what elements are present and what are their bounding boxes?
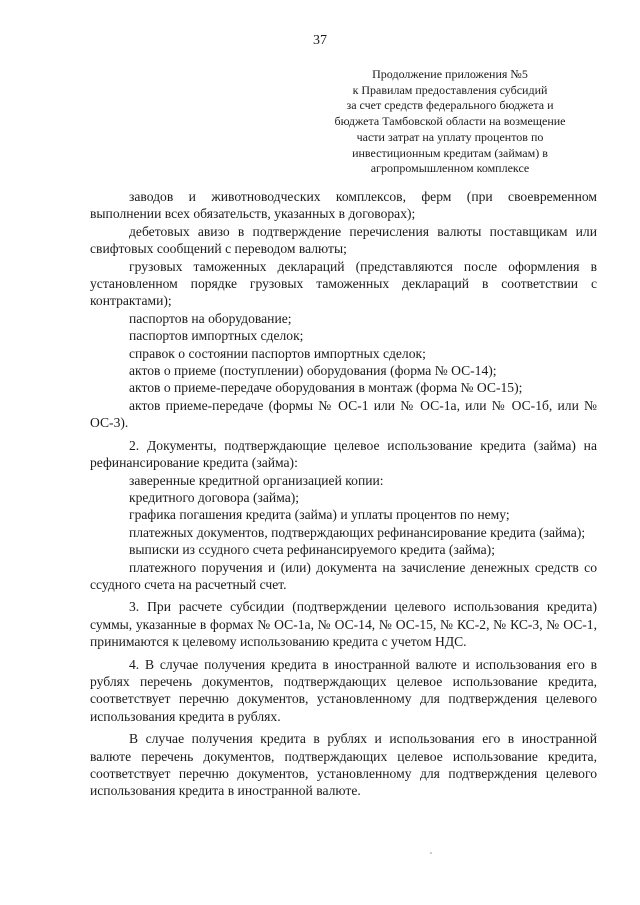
list-item: паспортов на оборудование; <box>129 310 292 326</box>
list-item: актов о приеме-передаче оборудования в монтаж (форма № ОС-15); <box>129 380 523 396</box>
appendix-line: Продолжение приложения №5 <box>372 67 528 81</box>
list-item: платежного поручения и (или) документа на зачисление денежных средств со ссудного счета на расчетный счет. <box>90 559 597 592</box>
page-number: 37 <box>313 33 327 48</box>
list-item: платежных документов, подтверждающих рефинансирование кредита (займа); <box>129 524 586 540</box>
paragraph: заверенные кредитной организацией копии: <box>129 472 384 488</box>
section-4-paragraph: 4. В случае получения кредита в иностранной валюте и использования его в рублях перечень документов, подтверждающих целевое использование кредита, соответствует перечню документов, установленному для подтверждения целевого использования кредита в рублях. <box>90 656 597 724</box>
appendix-line: агропромышленном комплексе <box>370 161 530 176</box>
document-body <box>90 188 597 800</box>
section-2-paragraph: 2. Документы, подтверждающие целевое использование кредита (займа) на рефинансирование кредита (займа): <box>90 437 597 471</box>
list-item: выписки из ссудного счета рефинансируемого кредита (займа); <box>129 542 495 558</box>
list-item: актов приеме-передаче (формы № ОС-1 или № ОС-1а, или № ОС-1б, или № ОС-3). <box>90 397 597 431</box>
list-item: паспортов импортных сделок; <box>129 328 304 344</box>
scan-speck <box>430 852 432 854</box>
appendix-header <box>300 67 600 177</box>
appendix-line: за счет средств федерального бюджета и <box>346 98 554 113</box>
paragraph: В случае получения кредита в рублях и использования его в иностранной валюте перечень документов, подтверждающих целевое использование кредита, соответствует перечню документов, установленному для подтверждения целевого использования кредита в иностранной валюте. <box>90 731 597 799</box>
appendix-line: инвестиционным кредитам (займам) в <box>352 145 548 160</box>
list-item: графика погашения кредита (займа) и уплаты процентов по нему; <box>129 507 510 523</box>
appendix-line: бюджета Тамбовской области на возмещение <box>334 114 566 129</box>
section-3-paragraph: 3. При расчете субсидии (подтверждении целевого использования кредита) суммы, указанные в формах № ОС-1а, № ОС-14, № ОС-15, № КС-2, № КС-3, № ОС-1, принимаются к целевому использованию кредита с учетом НДС. <box>90 599 597 650</box>
paragraph: заводов и животноводческих комплексов, ферм (при своевременном выполнении всех обязательств, указанных в договорах); <box>90 189 597 222</box>
appendix-line: к Правилам предоставления субсидий <box>352 82 548 97</box>
list-item: актов о приеме (поступлении) оборудования (форма № ОС-14); <box>129 363 497 379</box>
list-item: справок о состоянии паспортов импортных сделок; <box>129 345 426 361</box>
list-item: кредитного договора (займа); <box>129 489 300 505</box>
paragraph: дебетовых авизо в подтверждение перечисления валюты поставщикам или свифтовых сообщений с переводом валюты; <box>90 223 597 257</box>
paragraph: грузовых таможенных деклараций (представляются после оформления в установленном порядке грузовых таможенных деклараций в соответствии с контрактами); <box>90 258 597 309</box>
appendix-line: части затрат на уплату процентов по <box>356 129 544 144</box>
